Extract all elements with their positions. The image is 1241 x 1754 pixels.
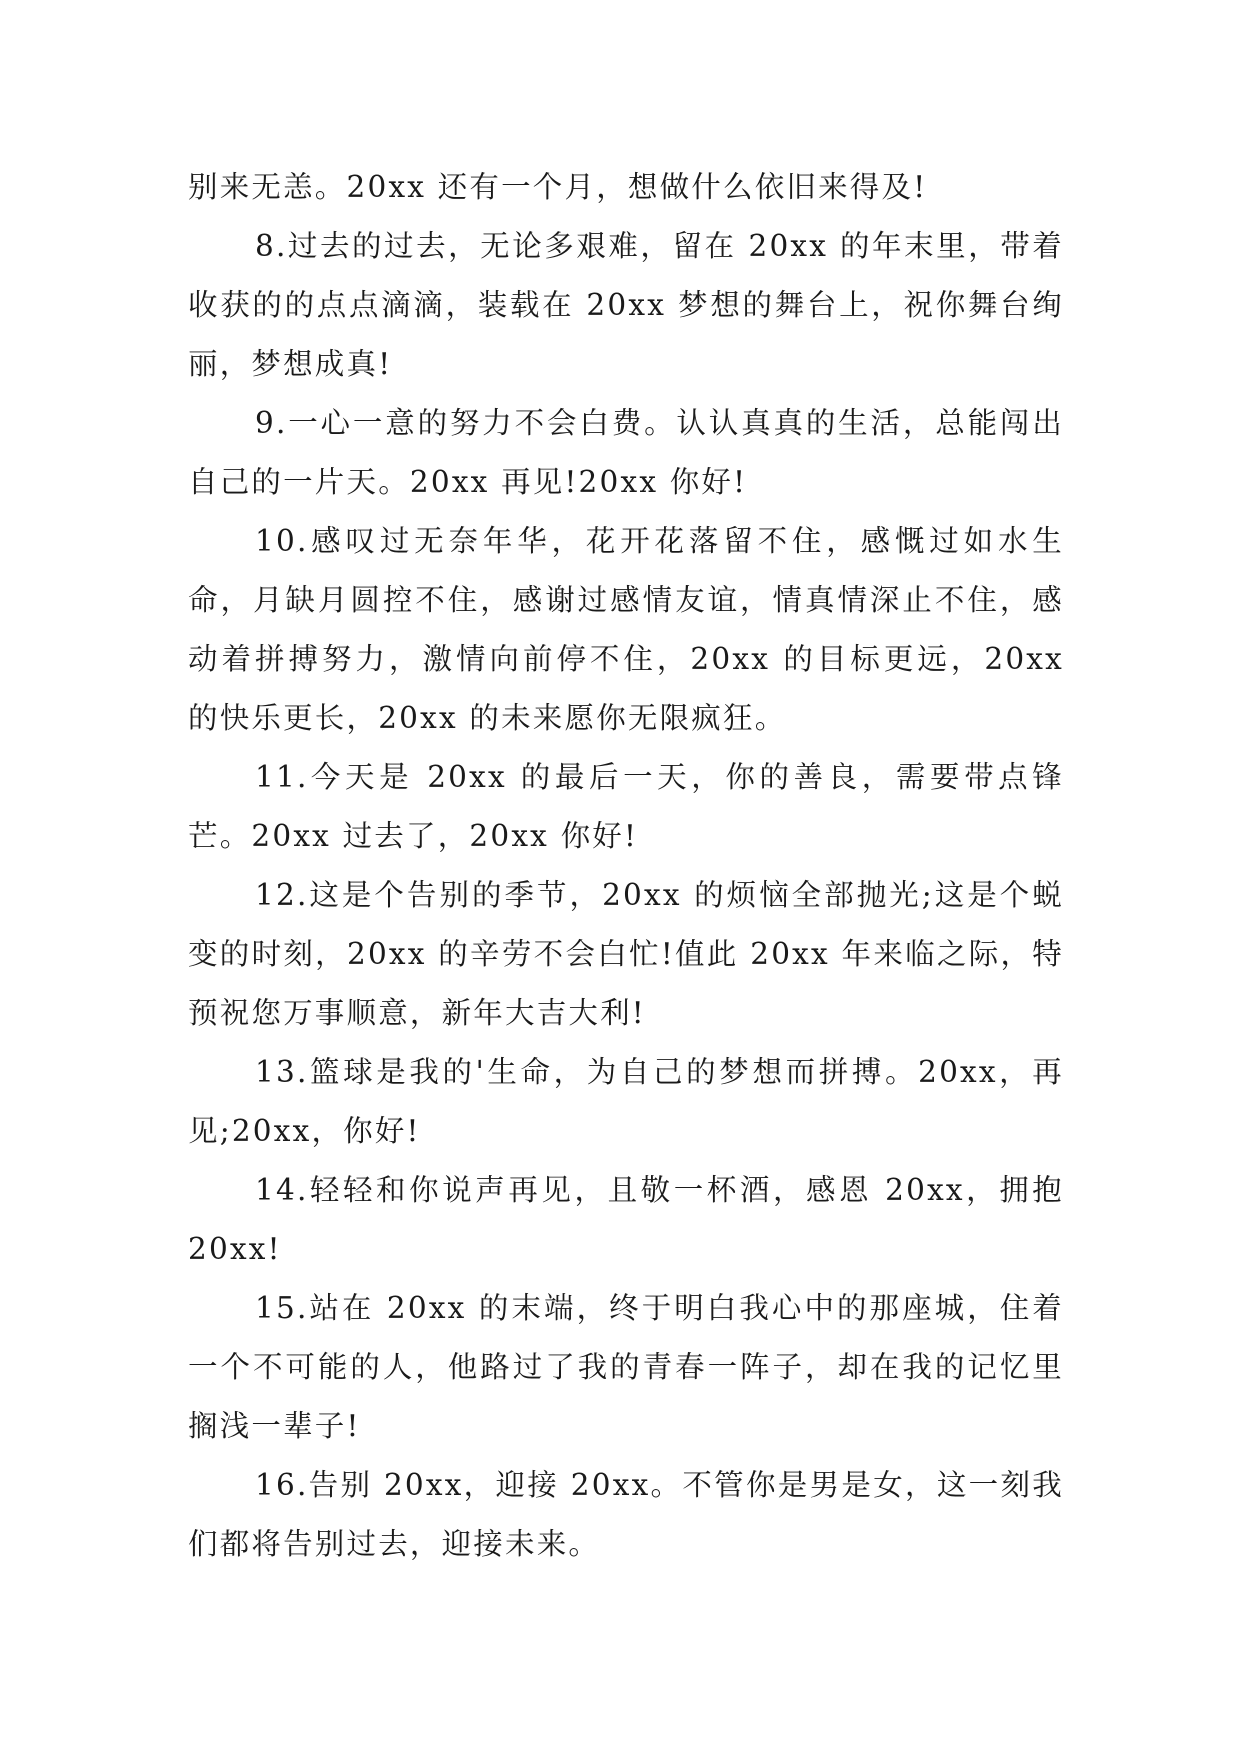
paragraph-item-12: 12.这是个告别的季节，20xx 的烦恼全部抛光;这是个蜕变的时刻，20xx 的辛劳不会白忙!值此 20xx 年来临之际，特预祝您万事顺意，新年大吉大利! <box>188 878 1064 1030</box>
paragraph-item-16: 16.告别 20xx，迎接 20xx。不管你是男是女，这一刻我们都将告别过去，迎接未来。 <box>188 1468 1064 1561</box>
paragraph-continuation: 别来无恙。20xx 还有一个月，想做什么依旧来得及! <box>188 170 928 204</box>
paragraph-item-11: 11.今天是 20xx 的最后一天，你的善良，需要带点锋芒。20xx 过去了，20xx 你好! <box>188 760 1064 853</box>
paragraph-item-10: 10.感叹过无奈年华，花开花落留不住，感慨过如水生命，月缺月圆控不住，感谢过感情友谊，情真情深止不住，感动着拼搏努力，激情向前停不住，20xx 的目标更远，20xx 的快乐更长，20xx 的未来愿你无限疯狂。 <box>188 524 1064 735</box>
paragraph-item-8: 8.过去的过去，无论多艰难，留在 20xx 的年末里，带着收获的的点点滴滴，装载在 20xx 梦想的舞台上，祝你舞台绚丽，梦想成真! <box>188 229 1064 381</box>
document-body <box>188 158 1064 1574</box>
paragraph-item-15: 15.站在 20xx 的末端，终于明白我心中的那座城，住着一个不可能的人，他路过了我的青春一阵子，却在我的记忆里搁浅一辈子! <box>188 1291 1064 1443</box>
paragraph-item-9: 9.一心一意的努力不会白费。认认真真的生活，总能闯出自己的一片天。20xx 再见!20xx 你好! <box>188 406 1064 499</box>
paragraph-item-13: 13.篮球是我的'生命，为自己的梦想而拼搏。20xx，再见;20xx，你好! <box>188 1055 1064 1148</box>
paragraph-item-14: 14.轻轻和你说声再见，且敬一杯酒，感恩 20xx，拥抱 20xx! <box>188 1173 1064 1266</box>
